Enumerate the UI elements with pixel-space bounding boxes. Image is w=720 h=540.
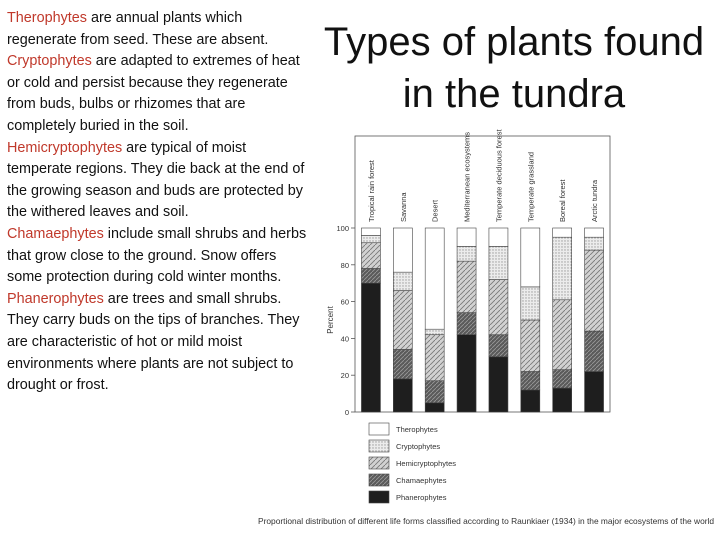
chart-caption: Proportional distribution of different life forms classified according to Raunkiaer (1934) in the major ecosystems of the world: [258, 516, 715, 526]
bar-segment-chamaephytes: [393, 349, 412, 378]
y-tick-label: 40: [340, 334, 349, 344]
bar-segment-therophytes: [521, 228, 540, 287]
bar-segment-therophytes: [489, 228, 508, 246]
plant-type-term: Cryptophytes: [7, 53, 92, 70]
plant-type-term: Chamaephytes: [7, 225, 104, 242]
y-axis: [326, 224, 355, 417]
legend-swatch: [369, 423, 389, 435]
bar-segment-hemicryptophytes: [553, 300, 572, 370]
bars-layer: [361, 228, 603, 412]
y-axis-label: Percent: [326, 306, 335, 334]
category-label: Tropical rain forest: [366, 160, 376, 222]
category-label: Mediterranean ecosystems: [462, 131, 472, 222]
bar-segment-phanerophytes: [425, 403, 444, 412]
bar-segment-chamaephytes: [361, 268, 380, 283]
plant-type-description: include small shrubs and herbs that grow close to the ground. Snow offers some protection during cold winter months.: [7, 225, 307, 286]
category-label: Desert: [430, 199, 440, 222]
legend-swatch: [369, 491, 389, 503]
bar-segment-therophytes: [393, 228, 412, 272]
category-label: Arctic tundra: [590, 179, 600, 222]
category-labels: [367, 129, 599, 222]
bar-segment-cryptophytes: [361, 235, 380, 242]
category-label: Boreal forest: [558, 179, 568, 222]
bar-segment-therophytes: [361, 228, 380, 235]
y-tick-label: 60: [340, 297, 349, 307]
bar-segment-phanerophytes: [457, 335, 476, 412]
bar-segment-phanerophytes: [521, 390, 540, 412]
plant-type-term: Phanerophytes: [7, 290, 104, 307]
bar-segment-therophytes: [425, 228, 444, 329]
legend-label: Cryptophytes: [396, 442, 441, 451]
y-tick-label: 0: [344, 408, 349, 417]
legend: [369, 423, 456, 503]
category-label: Temperate deciduous forest: [494, 129, 504, 222]
bar-segment-hemicryptophytes: [361, 243, 380, 269]
bar-segment-phanerophytes: [489, 357, 508, 412]
bar-segment-chamaephytes: [425, 381, 444, 403]
bar-segment-chamaephytes: [457, 313, 476, 335]
bar-segment-hemicryptophytes: [393, 291, 412, 350]
plant-type-description: are typical of moist temperate regions. They die back at the end of the growing season and buds are protected by the withered leaves and soil.: [7, 139, 305, 221]
bar-segment-hemicryptophytes: [585, 250, 604, 331]
legend-label: Hemicryptophytes: [396, 459, 457, 468]
y-tick-label: 80: [340, 260, 349, 270]
bar-segment-cryptophytes: [393, 272, 412, 290]
legend-swatch: [369, 457, 389, 469]
bar-segment-cryptophytes: [489, 246, 508, 279]
bar-segment-chamaephytes: [553, 370, 572, 388]
bar-segment-therophytes: [457, 228, 476, 246]
bar-segment-cryptophytes: [521, 287, 540, 320]
category-label: Temperate grassland: [526, 151, 536, 222]
bar-segment-cryptophytes: [553, 237, 572, 300]
bar-segment-cryptophytes: [425, 329, 444, 335]
category-label: Savanna: [398, 192, 408, 222]
bar-segment-hemicryptophytes: [489, 280, 508, 335]
bar-segment-phanerophytes: [361, 283, 380, 412]
plant-type-description: are adapted to extremes of heat or cold and persist because they regenerate from buds, bulbs or rhizomes that are completely buried in the soil.: [7, 53, 300, 134]
bar-segment-chamaephytes: [489, 335, 508, 357]
bar-segment-cryptophytes: [457, 246, 476, 261]
bar-segment-therophytes: [585, 228, 604, 237]
bar-segment-hemicryptophytes: [457, 261, 476, 313]
y-tick-label: 20: [340, 371, 349, 381]
bar-segment-hemicryptophytes: [521, 320, 540, 372]
legend-label: Phanerophytes: [396, 493, 447, 502]
bar-segment-chamaephytes: [585, 331, 604, 371]
bar-segment-phanerophytes: [585, 372, 604, 412]
bar-segment-chamaephytes: [521, 372, 540, 390]
legend-label: Chamaephytes: [396, 476, 447, 485]
plant-type-term: Therophytes: [7, 10, 87, 26]
slide-title: Types of plants found in the tundra: [323, 20, 705, 116]
bar-segment-phanerophytes: [553, 388, 572, 412]
bar-segment-cryptophytes: [585, 237, 604, 250]
plant-type-term: Hemicryptophytes: [7, 139, 123, 156]
bar-segment-phanerophytes: [393, 379, 412, 412]
y-tick-label: 100: [336, 224, 349, 233]
legend-swatch: [369, 474, 389, 486]
legend-label: Therophytes: [396, 425, 438, 434]
plant-type-description: are trees and small shrubs. They carry buds on the tips of branches. They are characteristic of hot or mild moist environments where plants are not subject to drought or frost.: [7, 290, 300, 394]
plant-type-description: are annual plants which regenerate from seed. These are absent.: [7, 10, 269, 48]
bar-segment-hemicryptophytes: [425, 335, 444, 381]
bar-segment-therophytes: [553, 228, 572, 237]
legend-swatch: [369, 440, 389, 452]
